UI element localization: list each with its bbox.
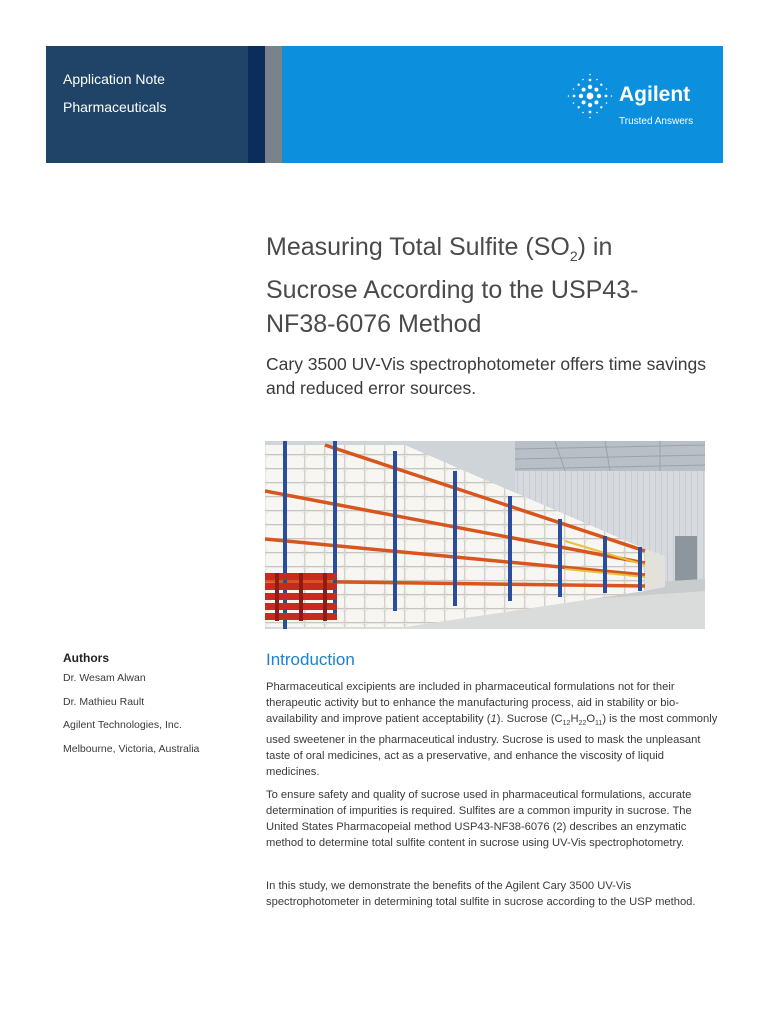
header-banner	[46, 46, 723, 163]
header-brand-panel	[282, 46, 723, 163]
document-title	[266, 230, 706, 341]
author-line: Dr. Wesam Alwan	[63, 672, 146, 684]
doc-type-label: Application Note	[63, 71, 165, 87]
header-label-panel	[46, 46, 248, 163]
title-subscript: 2	[569, 248, 578, 264]
intro-paragraph-2: To ensure safety and quality of sucrose used in pharmaceutical formulations, accurate determination of impurities is required. Sulfites are a common impurity in sucrose. The United States Pharmacopeial method USP43-NF38-6076 (2) describes an enzymatic method to determine total sulfite content in sucrose using UV-Vis spectrophotometry.	[266, 789, 692, 849]
document-subtitle: Cary 3500 UV-Vis spectrophotometer offers time savings and reduced error sources.	[266, 354, 706, 398]
agilent-spark-icon	[566, 72, 614, 120]
author-location: Melbourne, Victoria, Australia	[63, 743, 200, 755]
category-label: Pharmaceuticals	[63, 99, 167, 115]
agilent-logo	[566, 72, 696, 132]
header-stripe-gray	[265, 46, 282, 163]
brand-tagline: Trusted Answers	[619, 116, 694, 127]
authors-heading: Authors	[63, 651, 109, 665]
header-stripe-navy	[248, 46, 265, 163]
introduction-heading: Introduction	[266, 650, 355, 669]
intro-paragraph-3: In this study, we demonstrate the benefits of the Agilent Cary 3500 UV-Vis spectrophotometer in determining total sulfite in sucrose according to the USP method.	[266, 880, 696, 908]
brand-name: Agilent	[619, 83, 691, 106]
warehouse-photo	[265, 441, 705, 629]
title-part-2: ) in Sucrose According to the USP43-NF38-6076 Method	[266, 233, 639, 338]
intro-paragraph-1: Pharmaceutical excipients are included in pharmaceutical formulations not for their therapeutic activity but to enhance the manufacturing process, aid in stability or bio-availability and improve patient acceptability (1). Sucrose $(C_{12}H_{22}O_{11})$ is the most commonly used sweetener in the pharmaceutical industry. Sucrose is used to mask the unpleasant taste of oral medicines, act as a preservative, and enhance the viscosity of liquid medicines.	[266, 681, 718, 779]
author-line: Dr. Mathieu Rault	[63, 696, 145, 708]
author-affiliation: Agilent Technologies, Inc.	[63, 719, 182, 731]
title-part-1: Measuring Total Sulfite (SO	[266, 233, 570, 261]
